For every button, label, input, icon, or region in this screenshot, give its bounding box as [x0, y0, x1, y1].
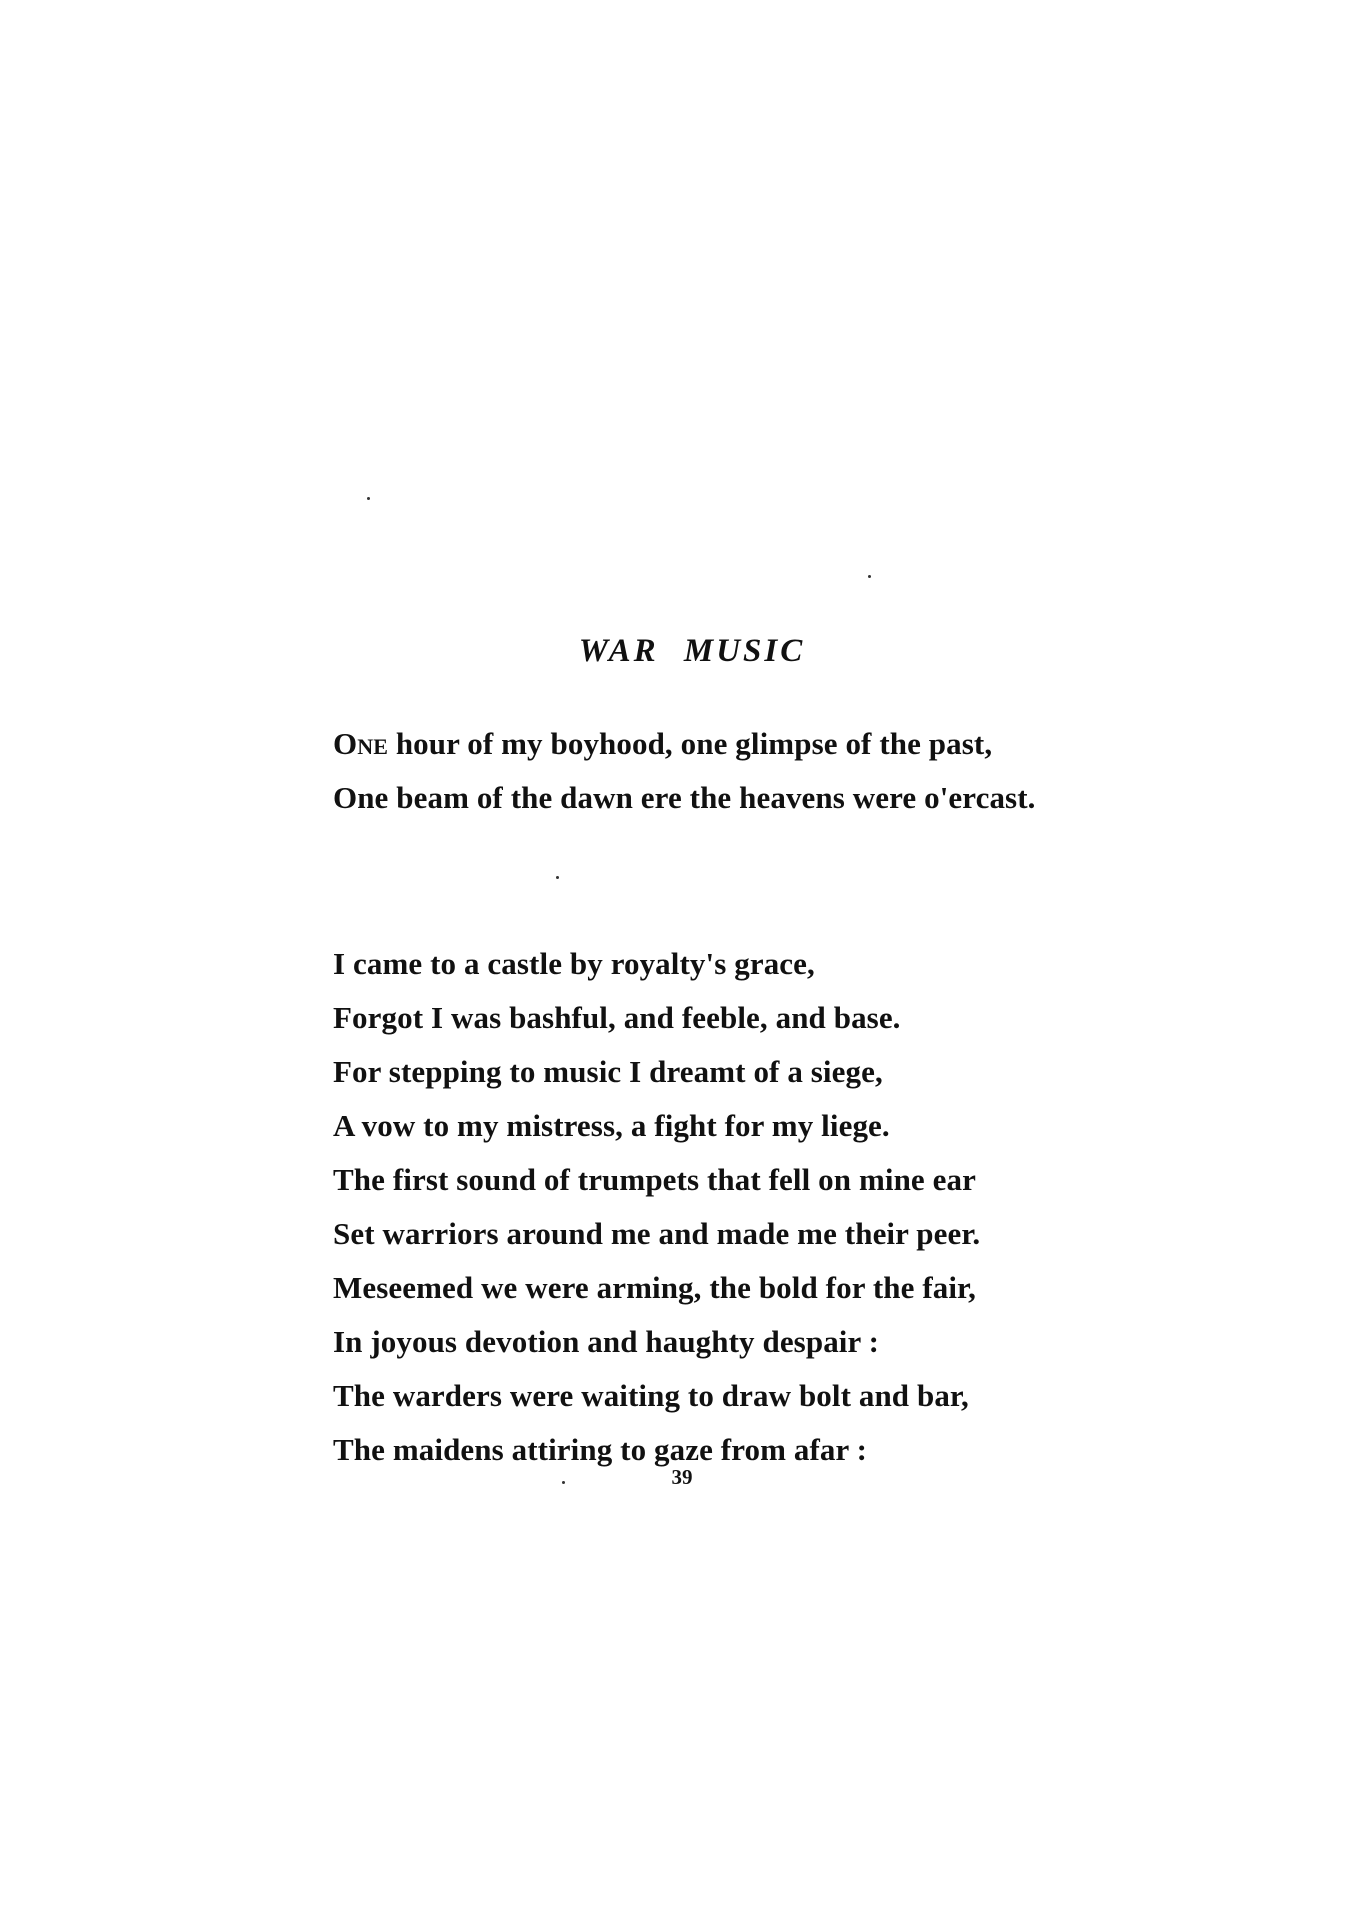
page-number: 39	[671, 1465, 693, 1489]
print-speck	[556, 876, 559, 879]
line-text: The warders were waiting to draw bolt and bar,	[333, 1378, 969, 1413]
poem-line	[333, 771, 1035, 825]
print-speck	[868, 575, 871, 578]
line-text: The maidens attiring to gaze from afar :	[333, 1432, 868, 1467]
line-text: The first sound of trumpets that fell on mine ear	[333, 1162, 976, 1197]
stanza-2	[333, 937, 980, 1477]
poem-line	[333, 1045, 980, 1099]
line-text: One beam of the dawn ere the heavens were o'ercast.	[333, 780, 1036, 815]
poem-line	[333, 1153, 980, 1207]
line-text: In joyous devotion and haughty despair :	[333, 1324, 880, 1359]
line-text: I came to a castle by royalty's grace,	[333, 946, 815, 981]
poem-line	[333, 1369, 980, 1423]
poem-line	[333, 1207, 980, 1261]
poem-line	[333, 1261, 980, 1315]
poem-line	[333, 937, 980, 991]
line-text: For stepping to music I dreamt of a siege,	[333, 1054, 883, 1089]
poem-title: WAR MUSIC	[578, 633, 806, 670]
line-text: Meseemed we were arming, the bold for the fair,	[333, 1270, 976, 1305]
line-text: A vow to my mistress, a fight for my liege.	[333, 1108, 890, 1143]
print-speck	[367, 497, 370, 500]
line-text: hour of my boyhood, one glimpse of the past,	[387, 726, 993, 761]
line-text: Set warriors around me and made me their peer.	[333, 1216, 981, 1251]
poem-line	[333, 717, 1035, 771]
poem-line	[333, 1315, 980, 1369]
stanza-1	[333, 717, 1035, 825]
opening-word: One	[333, 726, 388, 761]
line-text: Forgot I was bashful, and feeble, and base.	[333, 1000, 901, 1035]
poem-line	[333, 991, 980, 1045]
poem-line	[333, 1099, 980, 1153]
